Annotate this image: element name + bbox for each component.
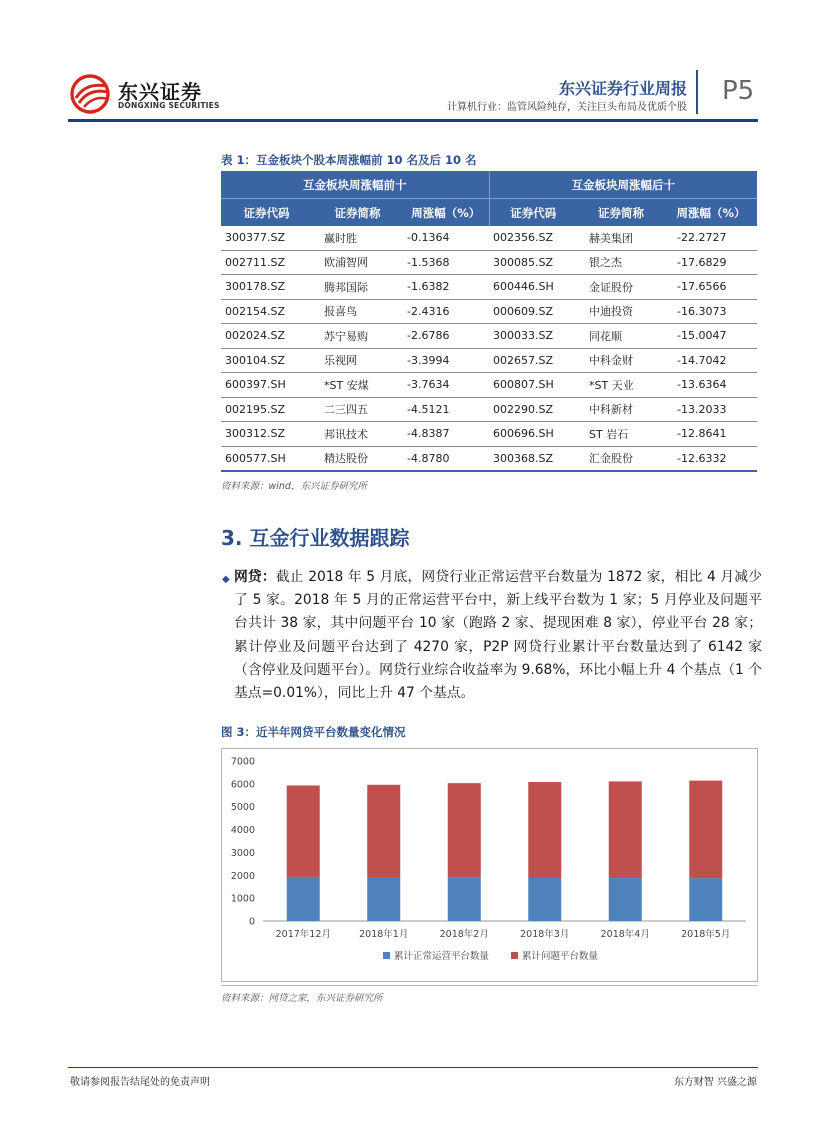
x-tick-label: 2018年4月 (600, 929, 650, 940)
footer-rule (68, 1067, 758, 1068)
y-tick-label: 3000 (230, 847, 255, 859)
bar-problem-platforms (448, 783, 481, 878)
cell-name: ST 岩石 (577, 422, 665, 447)
cell-change: -4.8387 (403, 422, 489, 447)
bullet-label: 网贷： (234, 569, 276, 585)
table-row (221, 226, 757, 250)
cell-change: -2.4316 (403, 299, 489, 324)
footer-disclaimer: 敬请参阅报告结尾处的免责声明 (70, 1077, 210, 1088)
cell-code: 300033.SZ (489, 324, 577, 349)
cell-code: 300312.SZ (221, 422, 312, 447)
cell-name: 腾邦国际 (312, 275, 403, 300)
bar-normal-platforms (609, 878, 642, 921)
cell-code: 600397.SH (221, 373, 312, 398)
table-row (221, 422, 757, 447)
bar-normal-platforms (689, 878, 722, 921)
cell-change: -4.5121 (403, 397, 489, 422)
cell-code: 600696.SH (489, 422, 577, 447)
col-header-code: 证券代码 (221, 199, 312, 227)
table-row (221, 275, 757, 300)
y-tick-label: 2000 (230, 870, 255, 882)
table-row (221, 373, 757, 398)
page-number: P5 (722, 76, 755, 106)
cell-code: 002711.SZ (221, 250, 312, 275)
cell-change: -3.7634 (403, 373, 489, 398)
cell-code: 002024.SZ (221, 324, 312, 349)
cell-change: -16.3073 (665, 299, 757, 324)
cell-change: -14.7042 (665, 348, 757, 373)
bar-normal-platforms (528, 878, 561, 921)
chart-caption: 图 3：近半年网贷平台数量变化情况 (221, 725, 406, 739)
cell-code: 600446.SH (489, 275, 577, 300)
cell-name: 银之杰 (577, 250, 665, 275)
cell-code: 002356.SZ (489, 226, 577, 250)
header-divider (696, 70, 698, 114)
cell-change: -12.8641 (665, 422, 757, 447)
col-header-change: 周涨幅（%） (665, 199, 757, 227)
cell-change: -15.0047 (665, 324, 757, 349)
cell-change: -4.8780 (403, 446, 489, 471)
cell-code: 300178.SZ (221, 275, 312, 300)
cell-code: 002657.SZ (489, 348, 577, 373)
legend-swatch-problem (511, 952, 518, 959)
report-title: 东兴证券行业周报 (558, 79, 687, 98)
cell-name: 二三四五 (312, 397, 403, 422)
table-caption: 表 1：互金板块个股本周涨幅前 10 名及后 10 名 (221, 153, 477, 167)
group-header-bottom10: 互金板块周涨幅后十 (489, 171, 757, 199)
cell-name: 苏宁易购 (312, 324, 403, 349)
table-row (221, 299, 757, 324)
cell-code: 300368.SZ (489, 446, 577, 471)
cell-name: *ST 天业 (577, 373, 665, 398)
y-tick-label: 6000 (230, 779, 255, 791)
table-row (221, 397, 757, 422)
section-paragraph (234, 566, 762, 705)
cell-name: 中科新材 (577, 397, 665, 422)
cell-code: 600807.SH (489, 373, 577, 398)
bar-problem-platforms (609, 781, 642, 878)
cell-name: 赢时胜 (312, 226, 403, 250)
cell-name: 中科金财 (577, 348, 665, 373)
table-source: 资料来源：wind，东兴证券研究所 (221, 481, 367, 492)
cell-code: 002154.SZ (221, 299, 312, 324)
col-header-name: 证券简称 (312, 199, 403, 227)
bullet-diamond-icon: ◆ (222, 574, 230, 585)
y-tick-label: 1000 (230, 893, 255, 905)
col-header-change: 周涨幅（%） (403, 199, 489, 227)
cell-change: -17.6829 (665, 250, 757, 275)
header-rule (68, 119, 758, 122)
bar-normal-platforms (287, 877, 320, 921)
legend-label-normal: 累计正常运营平台数量 (394, 951, 490, 962)
footer-slogan: 东方财智 兴盛之源 (673, 1077, 757, 1088)
brand-name-cn: 东兴证券 (118, 80, 202, 104)
bar-normal-platforms (448, 878, 481, 921)
table-row (221, 446, 757, 471)
cell-change: -12.6332 (665, 446, 757, 471)
dongxing-logo-icon (70, 74, 114, 114)
cell-change: -3.3994 (403, 348, 489, 373)
y-tick-label: 5000 (230, 802, 255, 814)
cell-name: 同花顺 (577, 324, 665, 349)
x-tick-label: 2018年5月 (681, 929, 731, 940)
x-tick-label: 2018年1月 (359, 929, 409, 940)
cell-name: 欧浦智网 (312, 250, 403, 275)
table-row (221, 324, 757, 349)
cell-name: 赫美集团 (577, 226, 665, 250)
bar-normal-platforms (367, 878, 400, 921)
cell-name: 乐视网 (312, 348, 403, 373)
cell-code: 300377.SZ (221, 226, 312, 250)
cell-name: 中迪投资 (577, 299, 665, 324)
bar-problem-platforms (367, 785, 400, 878)
table-row (221, 348, 757, 373)
report-subtitle: 计算机行业：监管风险纯存，关注巨头布局及优质个股 (447, 102, 687, 113)
x-tick-label: 2018年2月 (439, 929, 489, 940)
x-tick-label: 2017年12月 (275, 929, 331, 940)
y-tick-label: 7000 (230, 756, 255, 768)
cell-change: -22.2727 (665, 226, 757, 250)
cell-name: 报喜鸟 (312, 299, 403, 324)
cell-change: -1.5368 (403, 250, 489, 275)
x-tick-label: 2018年3月 (520, 929, 570, 940)
cell-name: 精达股份 (312, 446, 403, 471)
stock-change-table (221, 171, 757, 472)
bar-problem-platforms (287, 785, 320, 876)
table-row (221, 250, 757, 275)
cell-code: 000609.SZ (489, 299, 577, 324)
platform-count-chart (221, 748, 758, 982)
cell-change: -13.2033 (665, 397, 757, 422)
legend-swatch-normal (383, 952, 390, 959)
cell-code: 600577.SH (221, 446, 312, 471)
cell-name: 汇金股份 (577, 446, 665, 471)
cell-change: -17.6566 (665, 275, 757, 300)
col-header-name: 证券简称 (577, 199, 665, 227)
col-header-code: 证券代码 (489, 199, 577, 227)
cell-change: -1.6382 (403, 275, 489, 300)
cell-code: 002290.SZ (489, 397, 577, 422)
cell-name: 邦讯技术 (312, 422, 403, 447)
cell-name: 金证股份 (577, 275, 665, 300)
y-tick-label: 0 (248, 916, 255, 928)
group-header-top10: 互金板块周涨幅前十 (221, 171, 489, 199)
chart-rule (221, 985, 758, 986)
cell-code: 002195.SZ (221, 397, 312, 422)
legend-label-problem: 累计问题平台数量 (522, 951, 599, 962)
chart-source: 资料来源：网贷之家，东兴证券研究所 (221, 993, 383, 1004)
bar-problem-platforms (528, 782, 561, 878)
cell-code: 300104.SZ (221, 348, 312, 373)
y-tick-label: 4000 (230, 825, 255, 837)
cell-name: *ST 安煤 (312, 373, 403, 398)
cell-change: -2.6786 (403, 324, 489, 349)
cell-code: 300085.SZ (489, 250, 577, 275)
section-title: 3. 互金行业数据跟踪 (221, 526, 410, 550)
cell-change: -0.1364 (403, 226, 489, 250)
cell-change: -13.6364 (665, 373, 757, 398)
brand-name-en: DONGXING SECURITIES (118, 101, 220, 110)
bar-problem-platforms (689, 781, 722, 879)
paragraph-text: 截止 2018 年 5 月底，网贷行业正常运营平台数量为 1872 家，相比 4 月减少了 5 家。2018 年 5 月的正常运营平台中，新上线平台数为 1 家；5 月停业及问题平台共计 38 家，其中问题平台 10 家（跑路 2 家、提现困难 8 家），停业平台 28 家；累计停业及问题平台达到了 4270 家，P2P 网贷行业累计平台数量达到了 6142 家（含停业及问题平台）。网贷行业综合收益率为 9.68%，环比小幅上升 4 个基点（1 个基点=0.01%），同比上升 47 个基点。 (234, 569, 762, 702)
